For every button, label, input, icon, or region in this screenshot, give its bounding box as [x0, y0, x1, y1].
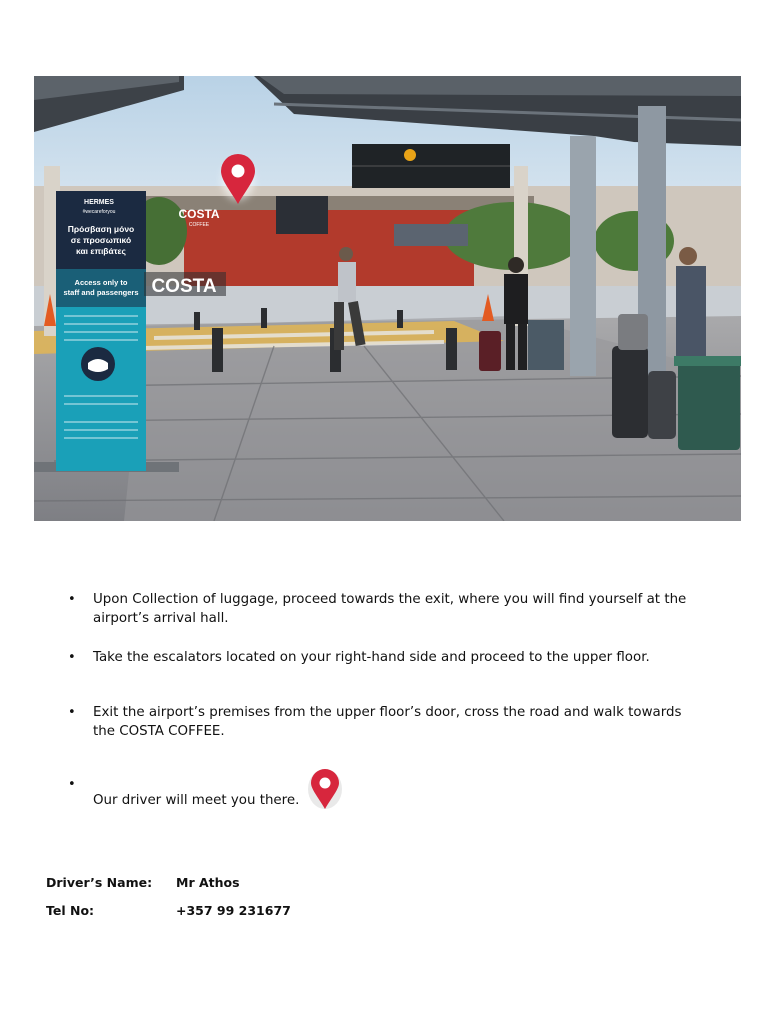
- driver-name-label: Driver’s Name:: [46, 874, 153, 890]
- instruction-item: [66, 590, 706, 628]
- tel-value: +357 99 231677: [176, 902, 291, 918]
- instruction-text: Our driver will meet you there.: [93, 793, 300, 808]
- instruction-text: Exit the airport’s premises from the upper floor’s door, cross the road and walk towards the COSTA COFFEE.: [93, 705, 682, 739]
- sign-english-line-1: Access only to: [74, 278, 128, 287]
- cafe-sub: COFFEE: [188, 222, 210, 228]
- storefront-costa: COSTA: [151, 276, 217, 297]
- location-pin-icon: [305, 769, 345, 819]
- sign-hashtag: #wecareforyou: [82, 209, 116, 215]
- sign-greek-line-1: Πρόσβαση μόνο: [67, 224, 135, 234]
- instruction-item: [66, 703, 706, 741]
- sign-greek-line-2: σε προσωπικό: [70, 235, 132, 245]
- airport-exit-photo: [34, 76, 741, 521]
- driver-name-row: [46, 868, 291, 896]
- instruction-text: Take the escalators located on your right-hand side and proceed to the upper floor.: [93, 650, 650, 665]
- instructions-list: [66, 590, 706, 825]
- tel-row: [46, 896, 291, 924]
- instruction-text: Upon Collection of luggage, proceed towards the exit, where you will find yourself at the airport’s arrival hall.: [93, 592, 687, 626]
- sign-brand: HERMES: [84, 199, 114, 206]
- photo-illustration: [34, 76, 741, 521]
- driver-details: [46, 868, 291, 924]
- driver-name-value: Mr Athos: [176, 874, 240, 890]
- sign-greek-line-3: και επιβάτες: [76, 246, 126, 256]
- instruction-item: [66, 775, 706, 825]
- instruction-item: [66, 648, 706, 667]
- sign-english-line-2: staff and passengers: [63, 288, 139, 297]
- cafe-brand: COSTA: [178, 207, 220, 221]
- tel-label: Tel No:: [46, 902, 95, 918]
